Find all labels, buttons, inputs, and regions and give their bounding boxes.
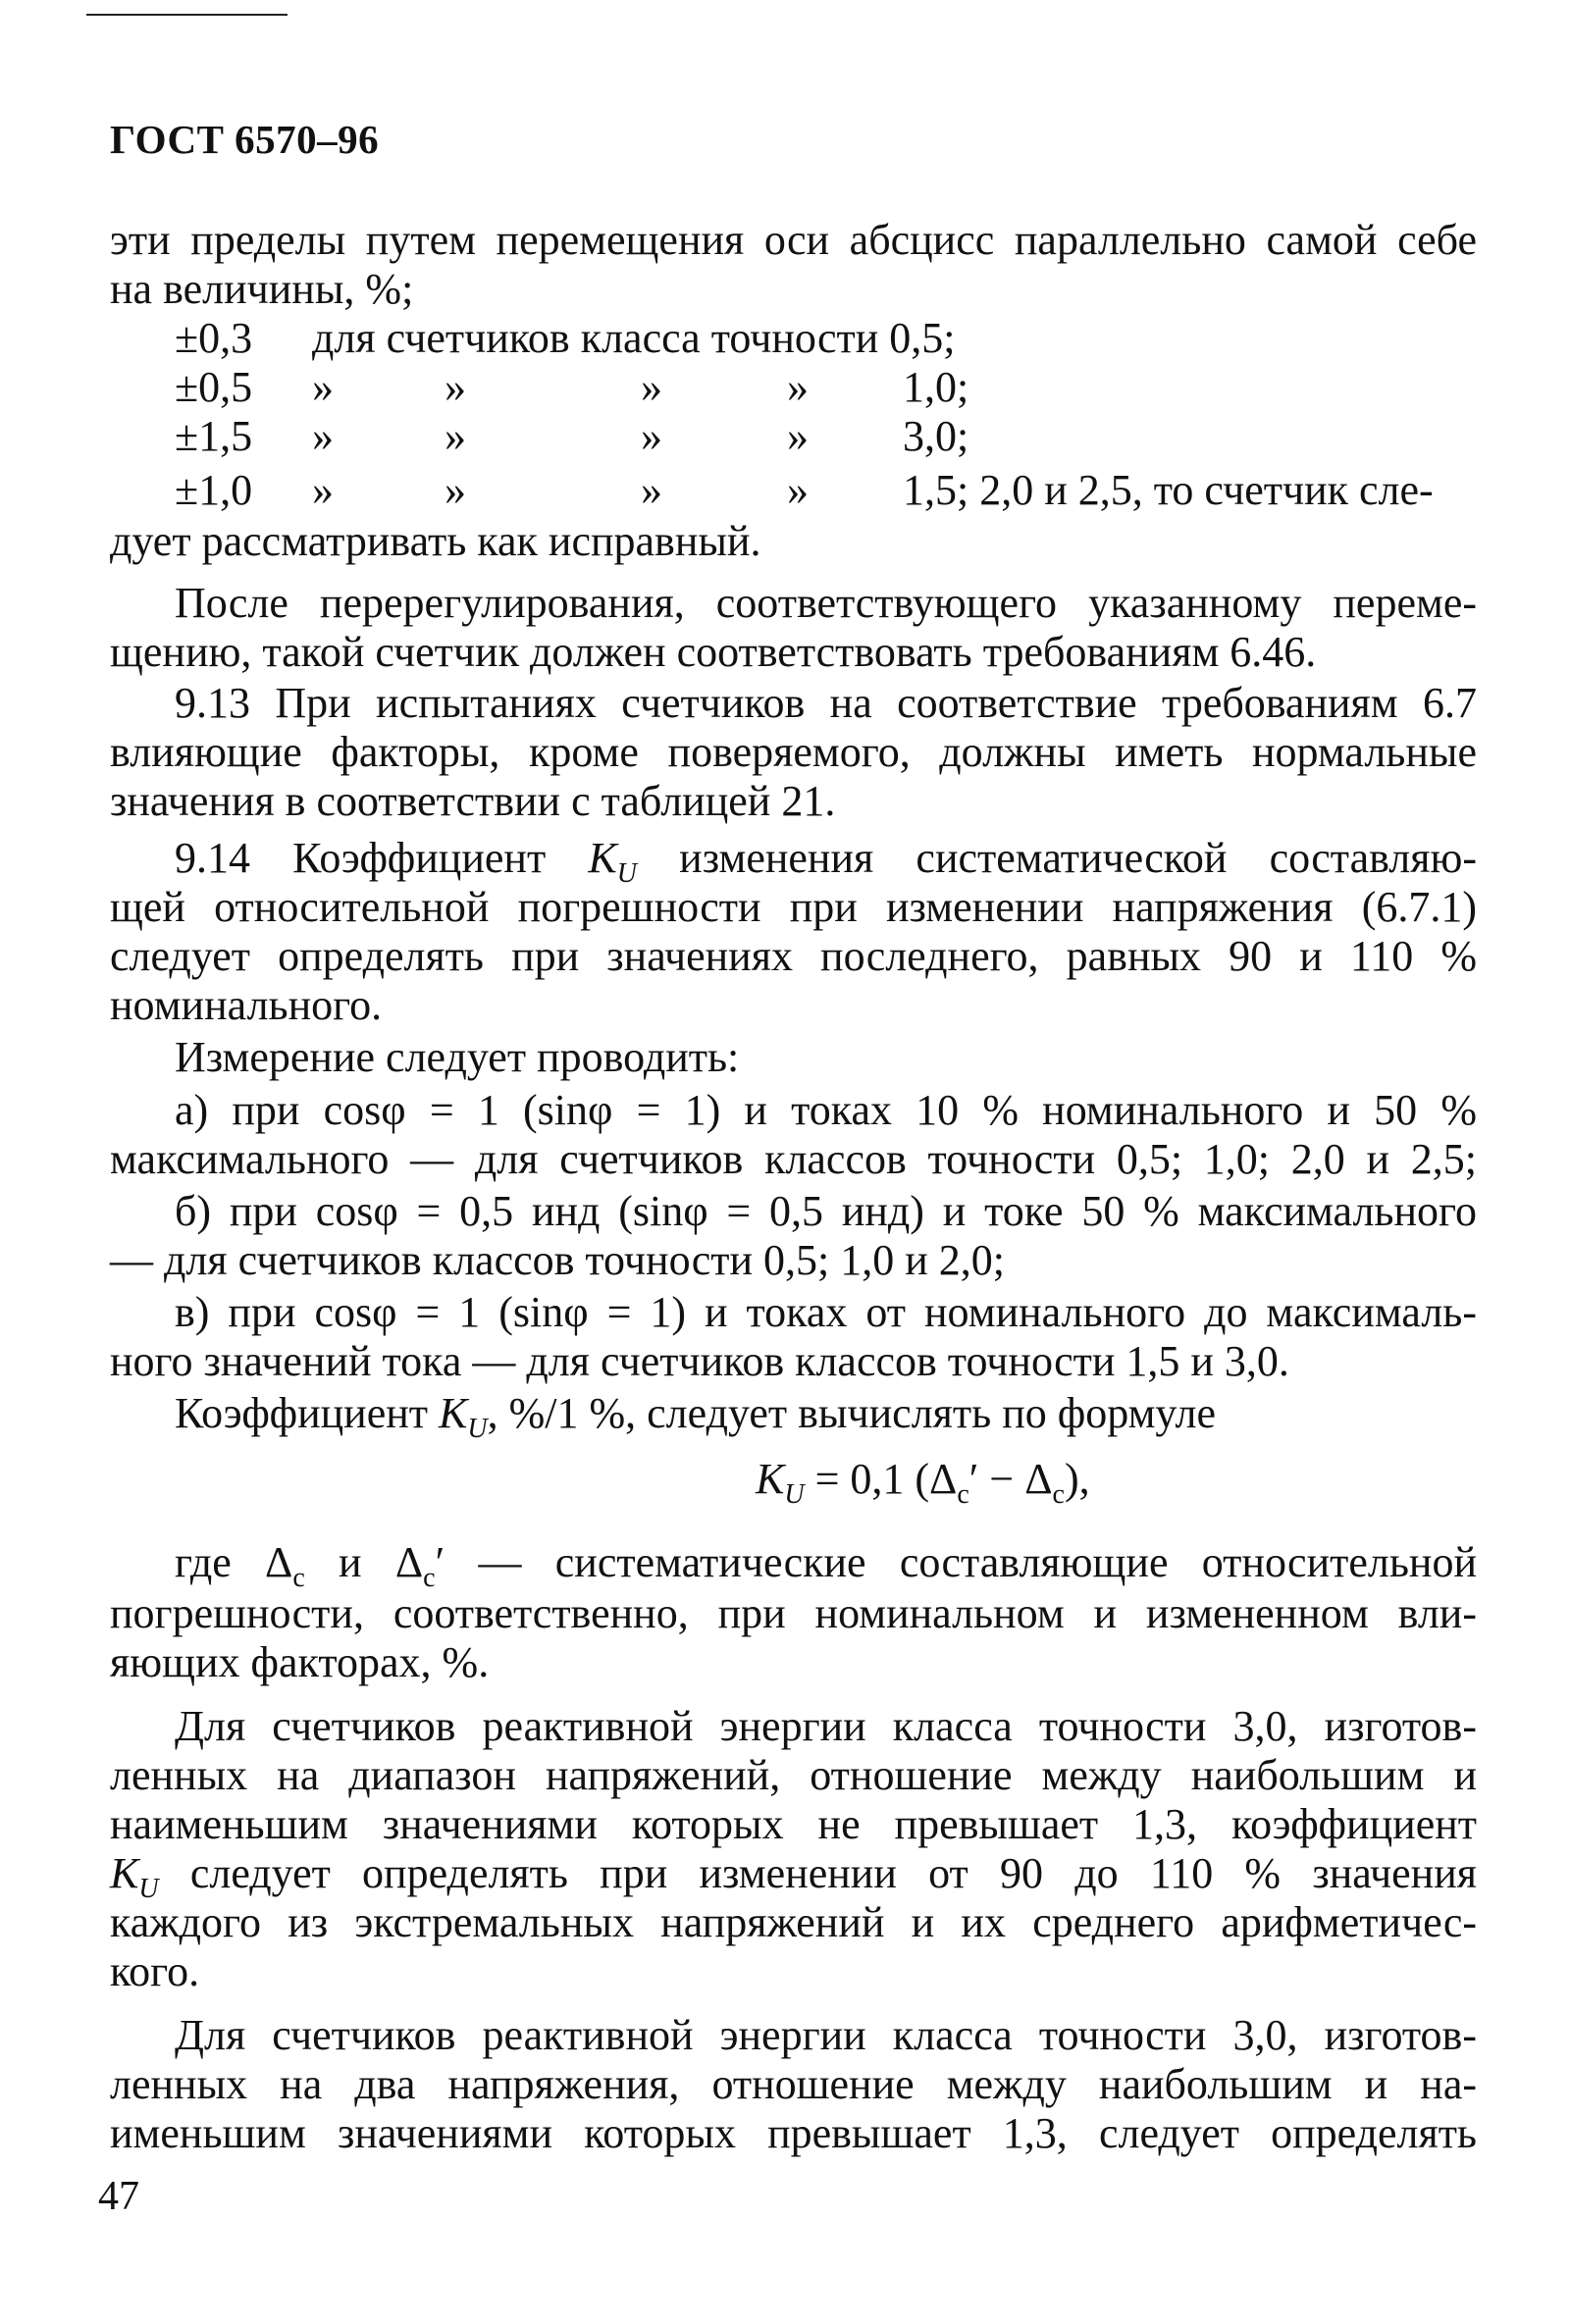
coefficient-line xyxy=(175,1389,1477,1444)
formula-lhs-subscript: U xyxy=(784,1479,805,1510)
where-line xyxy=(175,1538,1477,1593)
paragraph-line: кого. xyxy=(110,1947,200,1995)
paragraph-line: После перерегулирования, соответствующего указанному переме- xyxy=(175,579,1477,627)
paragraph-line: ленных на диапазон напряжений, отношение между наибольшим и xyxy=(110,1751,1477,1799)
clause-9-13: 9.13 При испытаниях счетчиков на соответствие требованиям 6.7 xyxy=(175,679,1477,727)
paragraph-line: именьшим значениями которых превышает 1,3, следует определять xyxy=(110,2109,1477,2157)
paragraph-line: ленных на два напряжения, отношение между наибольшим и на- xyxy=(110,2060,1477,2108)
ditto-mark: » xyxy=(787,412,809,460)
formula-ku xyxy=(756,1450,1090,1524)
text-run: изменения систематической составляю- xyxy=(679,834,1478,882)
paragraph-line: погрешности, соответственно, при номинальном и измененном вли- xyxy=(110,1589,1477,1637)
ditto-mark: » xyxy=(787,466,809,514)
paragraph-line: — для счетчиков классов точности 0,5; 1,0 и 2,0; xyxy=(110,1236,1005,1284)
accuracy-class: 1,5; 2,0 и 2,5, то счетчик сле- xyxy=(903,466,1434,514)
ditto-mark: » xyxy=(641,412,662,460)
ku-subscript: U xyxy=(138,1874,159,1904)
paragraph-line: следует определять при значениях последнего, равных 90 и 110 % xyxy=(110,932,1477,980)
formula-text: ′ − Δ xyxy=(968,1455,1053,1503)
paragraph-line: щению, такой счетчик должен соответствовать требованиям 6.46. xyxy=(110,628,1317,676)
ditto-mark: » xyxy=(641,466,662,514)
subscript: c xyxy=(292,1563,305,1593)
accuracy-class: 3,0; xyxy=(903,412,969,460)
ditto-mark: » xyxy=(312,412,334,460)
paragraph-line: каждого из экстремальных напряжений и их среднего арифметичес- xyxy=(110,1898,1477,1946)
ku-letter: K xyxy=(439,1389,468,1437)
paragraph-line: влияющие факторы, кроме поверяемого, должны иметь нормальные xyxy=(110,728,1477,776)
formula-subscript: c xyxy=(957,1479,969,1510)
ditto-mark: » xyxy=(445,363,466,411)
ku-symbol xyxy=(588,834,637,889)
tolerance-text: для счетчиков класса точности 0,5; xyxy=(312,314,956,362)
reactive-paragraph-1: Для счетчиков реактивной энергии класса точности 3,0, изготов- xyxy=(175,1702,1477,1750)
ditto-mark: » xyxy=(641,363,662,411)
paragraph-line: яющих факторах, %. xyxy=(110,1638,490,1686)
document-header: ГОСТ 6570–96 xyxy=(110,117,380,162)
tolerance-value: ±1,0 xyxy=(175,466,253,514)
intro-line-1: эти пределы путем перемещения оси абсцисс параллельно самой себе xyxy=(110,216,1477,264)
ditto-mark: » xyxy=(445,412,466,460)
text-run: следует определять при изменении от 90 до 110 % значения xyxy=(189,1849,1477,1897)
formula-subscript: c xyxy=(1052,1479,1065,1510)
item-a: а) при cosφ = 1 (sinφ = 1) и токах 10 % номинального и 50 % xyxy=(175,1086,1477,1134)
formula-lhs: K xyxy=(756,1455,785,1503)
tolerance-value: ±1,5 xyxy=(175,412,253,460)
tolerance-value: ±0,3 xyxy=(175,314,253,362)
text-run: где Δ xyxy=(175,1538,293,1586)
page-number: 47 xyxy=(98,2174,139,2219)
paragraph-line: ного значений тока — для счетчиков классов точности 1,5 и 3,0. xyxy=(110,1337,1289,1385)
item-b: б) при cosφ = 0,5 инд (sinφ = 0,5 инд) и токе 50 % максимального xyxy=(175,1187,1477,1235)
paragraph-line: значения в соответствии с таблицей 21. xyxy=(110,777,836,825)
paragraph-line xyxy=(110,1849,1477,1904)
ku-letter: K xyxy=(110,1849,139,1897)
measure-intro: Измерение следует проводить: xyxy=(175,1033,740,1081)
paragraph-line: номинального. xyxy=(110,981,383,1029)
ku-letter: K xyxy=(588,834,617,882)
text-run: 9.14 Коэффициент xyxy=(175,834,547,882)
paragraph-line: дует рассматривать как исправный. xyxy=(110,517,761,565)
top-rule xyxy=(86,14,288,16)
paragraph-line: максимального — для счетчиков классов точности 0,5; 1,0; 2,0 и 2,5; xyxy=(110,1135,1477,1183)
formula-text: = 0,1 (Δ xyxy=(804,1455,958,1503)
ditto-mark: » xyxy=(312,466,334,514)
subscript: c xyxy=(423,1563,436,1593)
accuracy-class: 1,0; xyxy=(903,363,969,411)
formula-text: ), xyxy=(1064,1455,1090,1503)
ditto-mark: » xyxy=(312,363,334,411)
ditto-mark: » xyxy=(445,466,466,514)
intro-line-2: на величины, %; xyxy=(110,265,414,313)
paragraph-line: наименьшим значениями которых не превышает 1,3, коэффициент xyxy=(110,1800,1477,1848)
text-run: и Δ xyxy=(304,1538,424,1586)
reactive-paragraph-2: Для счетчиков реактивной энергии класса точности 3,0, изготов- xyxy=(175,2011,1477,2059)
paragraph-line: щей относительной погрешности при изменении напряжения (6.7.1) xyxy=(110,883,1477,931)
ditto-mark: » xyxy=(787,363,809,411)
tolerance-value: ±0,5 xyxy=(175,363,253,411)
text-run: ′ — систематические составляющие относительной xyxy=(435,1538,1477,1586)
text-run: Коэффициент xyxy=(175,1389,429,1437)
clause-9-14 xyxy=(175,834,1478,889)
text-run: , %/1 %, следует вычислять по формуле xyxy=(487,1389,1216,1437)
ku-subscript: U xyxy=(467,1414,488,1444)
item-v: в) при cosφ = 1 (sinφ = 1) и токах от номинального до максималь- xyxy=(175,1288,1477,1336)
ku-subscript: U xyxy=(616,858,637,889)
